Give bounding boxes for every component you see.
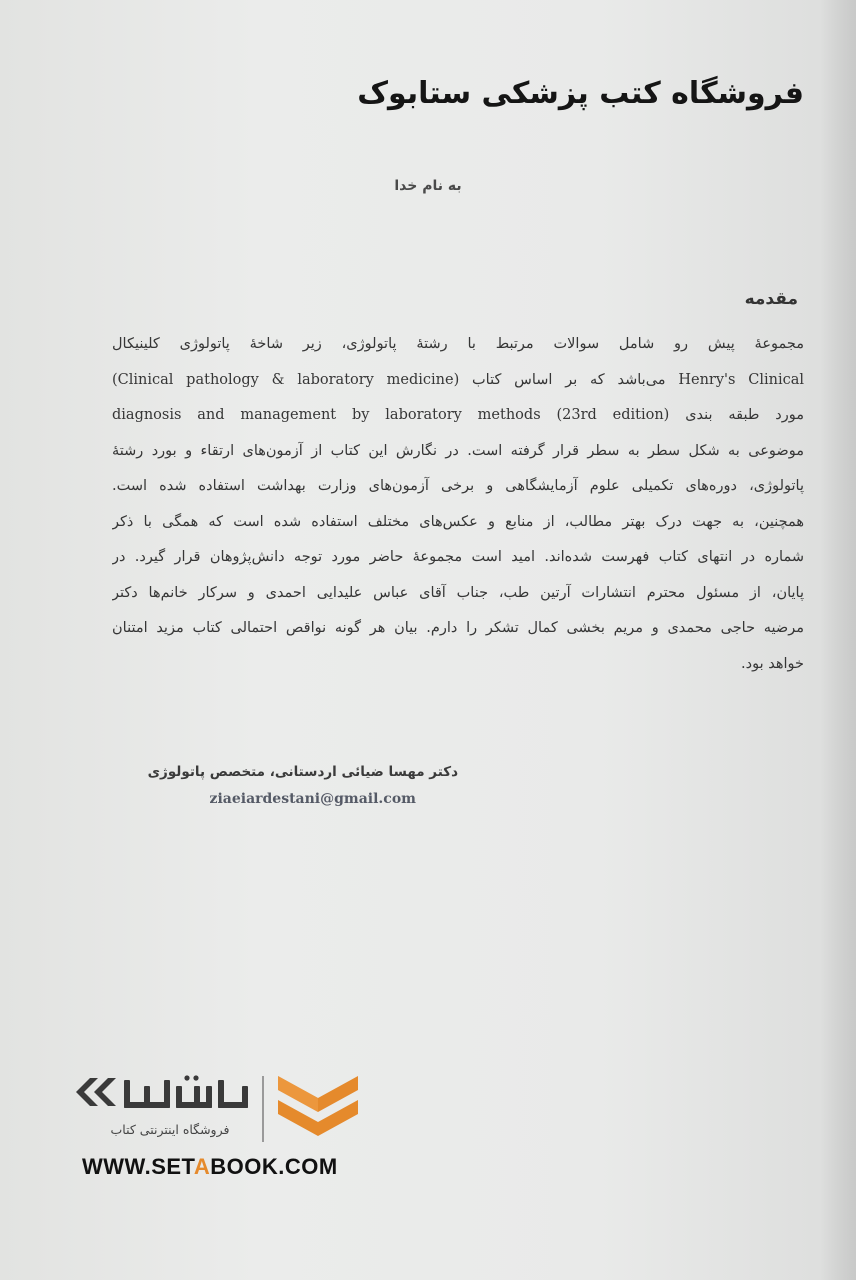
paragraph-line: موضوعی به شکل سطر به سطر قرار گرفته است. در نگارش این کتاب از آزمون‌های ارتقاء و بورد رشتهٔ: [112, 442, 804, 459]
setabook-wordmark-icon: [72, 1070, 260, 1122]
paragraph-line: پاتولوژی، دوره‌های تکمیلی علوم آزمایشگاهی و برخی آزمون‌های وزارت بهداشت استفاده شده است.: [112, 478, 804, 494]
author-signature: دکتر مهسا ضیائی اردستانی، متخصص پاتولوژی: [147, 764, 458, 780]
author-email[interactable]: ziaeiardestani@gmail.com: [209, 791, 416, 807]
logo-divider: [262, 1076, 264, 1142]
website-url[interactable]: [82, 1154, 338, 1180]
setabook-logo: [72, 1070, 372, 1150]
logo-subtitle: فروشگاه اینترنتی کتاب: [110, 1122, 230, 1137]
website-accent-letter: A: [193, 1154, 211, 1179]
paragraph-line: (Clinical pathology & laboratory medicine) می‌باشد که بر اساس کتاب Henry's Clinical: [112, 371, 804, 388]
paragraph-line: خواهد بود.: [741, 655, 804, 672]
basmala: به نام خدا: [394, 178, 462, 194]
paragraph-line: مرضیه حاجی محمدی و مریم بخشی کمال تشکر را دارم. بیان هر گونه نواقص احتمالی کتاب مزید امتنان: [112, 620, 804, 636]
paragraph-line: diagnosis and management by laboratory methods (23rd edition) مورد طبقه بندی: [112, 407, 804, 423]
website-suffix: BOOK.COM: [210, 1154, 338, 1179]
store-title: فروشگاه کتب پزشکی ستابوک: [357, 76, 804, 111]
intro-paragraph: [112, 327, 804, 682]
paragraph-line: مجموعهٔ پیش رو شامل سوالات مرتبط با رشتهٔ پاتولوژی، زیر شاخهٔ پاتولوژی کلینیکال: [112, 336, 804, 352]
website-prefix: WWW.SET: [82, 1154, 194, 1179]
paragraph-line: همچنین، به جهت درک بهتر مطالب، از منابع و عکس‌های مختلف استفاده شده است که همگی با ذکر: [112, 513, 804, 530]
paragraph-line: پایان، از مسئول محترم انتشارات آرتین طب، جناب آقای عباس علیدایی احمدی و سرکار خانم‌ها دکتر: [112, 584, 804, 601]
book-chevron-icon: [272, 1070, 364, 1142]
section-heading: مقدمه: [744, 289, 798, 309]
paragraph-line: شماره در انتهای کتاب فهرست شده‌اند. امید است مجموعهٔ حاضر مورد توجه دانش‌پژوهان قرار گیرد. در: [112, 549, 804, 565]
